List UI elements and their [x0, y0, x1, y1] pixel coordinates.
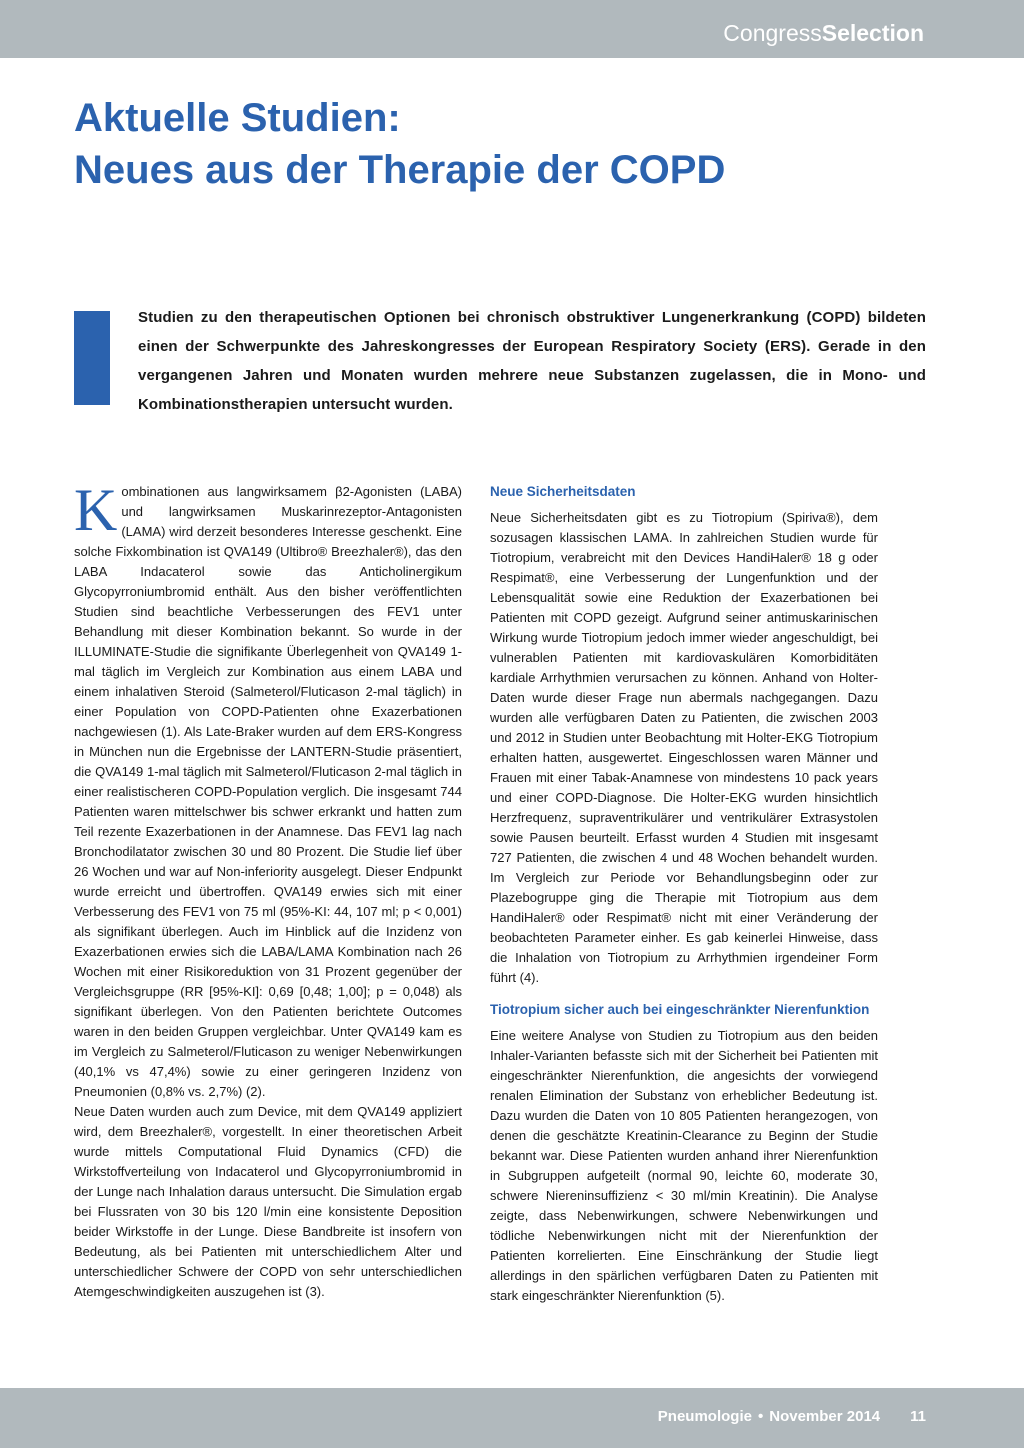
- footer-separator: •: [757, 1408, 764, 1425]
- footer-issue: November 2014: [769, 1408, 881, 1425]
- title-line-1: Aktuelle Studien:: [74, 96, 401, 140]
- left-paragraph-2: Neue Daten wurden auch zum Device, mit dem QVA149 appliziert wird, dem Breezhaler®, vorgestellt. In einer theoretischen Arbeit wurde mittels Computational Fluid Dynamics (CFD) die Wirkstoffverteilung von Indacaterol und Glycopyrroniumbromid in der Lunge nach Inhalation daraus untersucht. Die Simulation ergab bei Flussraten von 30 bis 120 l/min eine konsistente Deposition beider Wirkstoffe in der Lunge. Diese Bandbreite ist insofern von Bedeutung, als bei Patienten mit unterschiedlichem Alter und unterschiedlicher Schwere der COPD von sehr unterschiedlichen Atemgeschwindigkeiten auszugehen ist (3).: [74, 1104, 462, 1299]
- left-paragraph-1-text: ombinationen aus langwirksamem β2-Agonisten (LABA) und langwirksamen Muskarinrezeptor-Antagonisten (LAMA) wird derzeit besonderes Interesse geschenkt. Eine solche Fixkombination ist QVA149 (Ultibro® Breezhaler®), das den LABA Indacaterol sowie das Anticholinergikum Glycopyrroniumbromid enthält. Aus den bisher veröffentlichten Studien sind beachtliche Verbesserungen des FEV1 unter Behandlung mit dieser Kombination bekannt. So wurde in der ILLUMINATE-Studie die signifikante Überlegenheit von QVA149 1-mal täglich im Vergleich zur Kombination aus einem LABA und einem inhalativen Steroid (Salmeterol/Fluticason 2-mal täglich) in einer Population von COPD-Patienten ohne Exazerbationen nachgewiesen (1). Als Late-Braker wurden auf dem ERS-Kongress in München nun die Ergebnisse der LANTERN-Studie präsentiert, die QVA149 1-mal täglich mit Salmeterol/Fluticason 2-mal täglich in einer realistischeren COPD-Population verglich. Die insgesamt 744 Patienten waren mittelschwer bis schwer erkrankt und hatten zum Teil rezente Exazerbationen in der Anamnese. Das FEV1 lag nach Bronchodilatator zwischen 30 und 80 Prozent. Die Studie lief über 26 Wochen und war auf Non-inferiority ausgelegt. Dieser Endpunkt wurde erreicht und übertroffen. QVA149 erwies sich mit einer Verbesserung des FEV1 von 75 ml (95%-KI: 44, 107 ml; p < 0,001) als signifikant überlegen. Auch im Hinblick auf die Inzidenz von Exazerbationen erwies sich die LABA/LAMA Kombination nach 26 Wochen mit einer Risikoreduktion von 31 Prozent gegenüber der Vergleichsgruppe (RR [95%-KI]: 0,69 [0,48; 1,00]; p = 0,048) als signifikant überlegen. Von den Patienten berichtete Outcomes waren in den beiden Gruppen vergleichbar. Unter QVA149 kam es im Vergleich zu Salmeterol/Fluticason zu weniger Nebenwirkungen (40,1% vs 47,4%) sowie zu einer geringeren Inzidenz von Pneumonien (0,8% vs. 2,7%) (2).: [74, 484, 462, 1099]
- brand-light: Congress: [723, 20, 822, 46]
- right-column: [490, 482, 878, 1306]
- header-bar: [0, 0, 1024, 58]
- right-paragraph-2: Eine weitere Analyse von Studien zu Tiotropium aus den beiden Inhaler-Varianten befasste sich mit der Sicherheit bei Patienten mit eingeschränkter Nierenfunktion, die angesichts der vorwiegend renalen Elimination der Substanz von erheblicher Bedeutung ist. Dazu wurden die Daten von 10 805 Patienten herangezogen, von denen die geschätzte Kreatinin-Clearance zu Beginn der Studie bekannt war. Diese Patienten wurden anhand ihrer Nierenfunktion in Subgruppen aufgeteilt (normal 90, leichte 60, moderate 30, schwere Niereninsuffizienz < 30 ml/min Kreatinin). Die Analyse zeigte, dass Nebenwirkungen, schwere Nebenwirkungen und tödliche Nebenwirkungen nicht mit der Nierenfunktion der Patienten korrelierten. Eine Einschränkung der Studie liegt allerdings in den spärlichen verfügbaren Daten zu Patienten mit stark eingeschränkter Nierenfunktion (5).: [490, 1028, 878, 1303]
- brand-logo: [723, 20, 924, 46]
- right-paragraph-1: Neue Sicherheitsdaten gibt es zu Tiotropium (Spiriva®), dem sozusagen klassischen LAMA. In zahlreichen Studien wurde für Tiotropium, verabreicht mit den Devices HandiHaler® 18 g oder Respimat®, eine Verbesserung der Lungenfunktion und der Lebensqualität sowie eine Reduktion der Exazerbationen bei Patienten mit COPD gezeigt. Aufgrund seiner antimuskarinischen Wirkung wurde Tiotropium jedoch immer wieder angeschuldigt, bei vulnerablen Patienten mit kardiovaskulären Komorbiditäten kardiale Arrhythmien verursachen zu können. Anhand von Holter-Daten wurde dieser Frage nun abermals nachgegangen. Dazu wurden alle verfügbaren Daten zu Patienten, die zwischen 2003 und 2012 in Studien unter Beobachtung mit Holter-EKG Tiotropium erhalten hatten, ausgewertet. Eingeschlossen waren Männer und Frauen mit einer Tabak-Anamnese von mindestens 10 pack years und einer COPD-Diagnose. Die Holter-EKG wurden hinsichtlich Herzfrequenz, supraventrikulärer und ventrikulärer Extrasystolen sowie Pausen beurteilt. Erfasst wurden 4 Studien mit insgesamt 727 Patienten, die zwischen 4 und 48 Wochen behandelt wurden. Im Vergleich zur Periode vor Behandlungsbeginn oder zur Plazebogruppe ging die Therapie mit Tiotropium aus dem HandiHaler® oder Respimat® nicht mit einer Veränderung der beobachteten Parameter einher. Es gab keinerlei Hinweise, dass die Inhalation von Tiotropium zu Arrhythmien irgendeiner Form führt (4).: [490, 510, 878, 985]
- left-paragraph-1: [74, 477, 462, 1102]
- article-title: [74, 92, 954, 196]
- page-number: 11: [910, 1408, 926, 1425]
- footer-text: [658, 1407, 926, 1427]
- intro-initial: [74, 311, 110, 405]
- intro-lead: Studien zu den therapeutischen Optionen bei chronisch obstruktiver Lungenerkrankung (COPD) bildeten einen der Schwerpunkte des Jahreskongresses der European Respiratory Society (ERS). Gerade in den vergangenen Jahren und Monaten wurden mehrere neue Substanzen zugelassen, die in Mono- und Kombinationstherapien untersucht wurden.: [138, 309, 926, 413]
- footer-journal: Pneumologie: [657, 1408, 752, 1425]
- drop-cap: K: [74, 477, 118, 543]
- title-line-2: Neues aus der Therapie der COPD: [74, 148, 726, 192]
- brand-bold: Selection: [821, 20, 924, 46]
- left-column: [74, 477, 462, 1302]
- section-heading-renal: Tiotropium sicher auch bei eingeschränkter Nierenfunktion: [490, 1002, 870, 1017]
- section-heading-safety: Neue Sicherheitsdaten: [490, 484, 636, 499]
